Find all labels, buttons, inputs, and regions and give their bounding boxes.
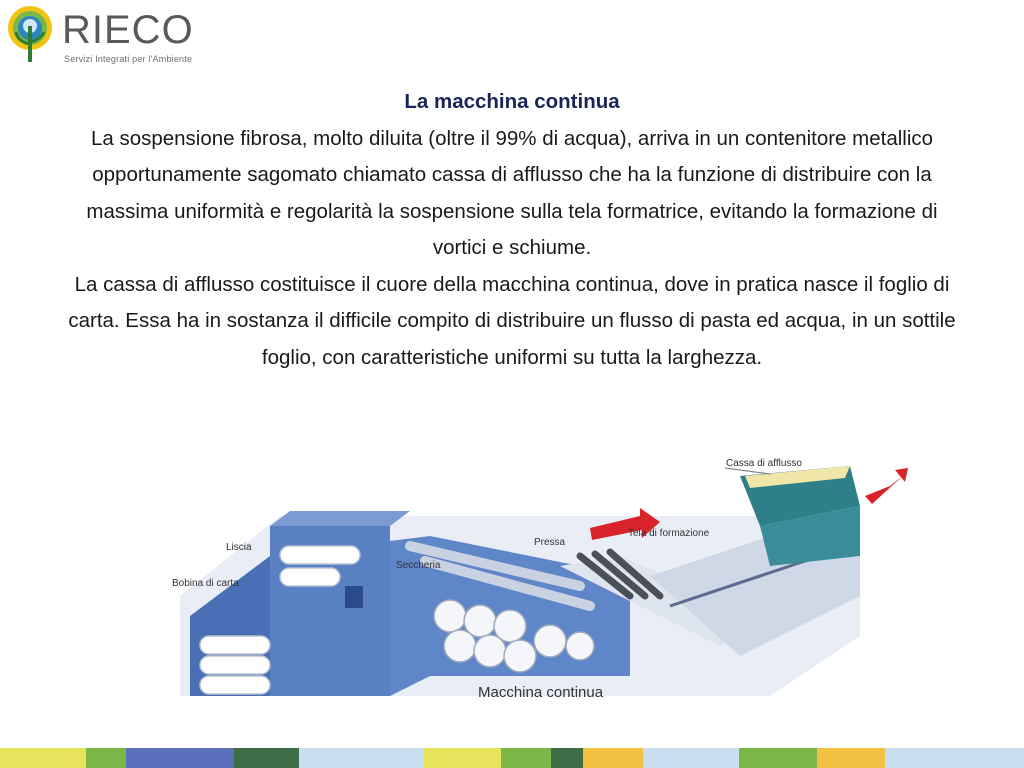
footer-segment bbox=[0, 748, 86, 768]
label-tela-formazione: Tela di formazione bbox=[628, 528, 710, 539]
label-seccheria: Seccheria bbox=[396, 560, 441, 571]
footer-segment bbox=[551, 748, 583, 768]
footer-segment bbox=[739, 748, 817, 768]
rieco-logo bbox=[4, 2, 204, 68]
logo-wordmark: RIECO bbox=[62, 8, 194, 52]
footer-segment bbox=[885, 748, 1024, 768]
paragraph-1: La sospensione fibrosa, molto diluita (oltre il 99% di acqua), arriva in un contenitore metallico opportunamente sagomato chiamato cassa di afflusso che ha la funzione di distribuire con la massima uniformità e regolarità la sospensione sulla tela formatrice, evitando la formazione di vortici e schiume. bbox=[86, 126, 938, 259]
footer-segment bbox=[501, 748, 551, 768]
paragraph-2: La cassa di afflusso costituisce il cuore della macchina continua, dove in pratica nasce il foglio di carta. Essa ha in sostanza il difficile compito di distribuire un flusso di pasta ed acqua, in un sottile foglio, con caratteristiche uniformi su tutta la larghezza. bbox=[68, 272, 956, 369]
footer-segment bbox=[86, 748, 126, 768]
footer-segment bbox=[817, 748, 885, 768]
footer-segment bbox=[126, 748, 234, 768]
label-pressa: Pressa bbox=[534, 537, 566, 548]
paper-machine-illustration bbox=[160, 446, 920, 718]
footer-segment bbox=[234, 748, 299, 768]
footer-segment bbox=[424, 748, 501, 768]
logo-tagline: Servizi Integrati per l'Ambiente bbox=[64, 54, 193, 64]
footer-segment bbox=[299, 748, 424, 768]
tree-logo-icon bbox=[4, 2, 60, 66]
footer-segment bbox=[583, 748, 643, 768]
footer-segment bbox=[643, 748, 739, 768]
label-liscia: Liscia bbox=[226, 542, 252, 553]
slide-body bbox=[60, 84, 964, 376]
label-bobina-carta: Bobina di carta bbox=[172, 578, 239, 589]
label-cassa-afflusso: Cassa di afflusso bbox=[726, 458, 802, 469]
footer-color-bar bbox=[0, 748, 1024, 768]
illustration-caption: Macchina continua bbox=[478, 684, 604, 701]
slide-title: La macchina continua bbox=[404, 90, 620, 113]
